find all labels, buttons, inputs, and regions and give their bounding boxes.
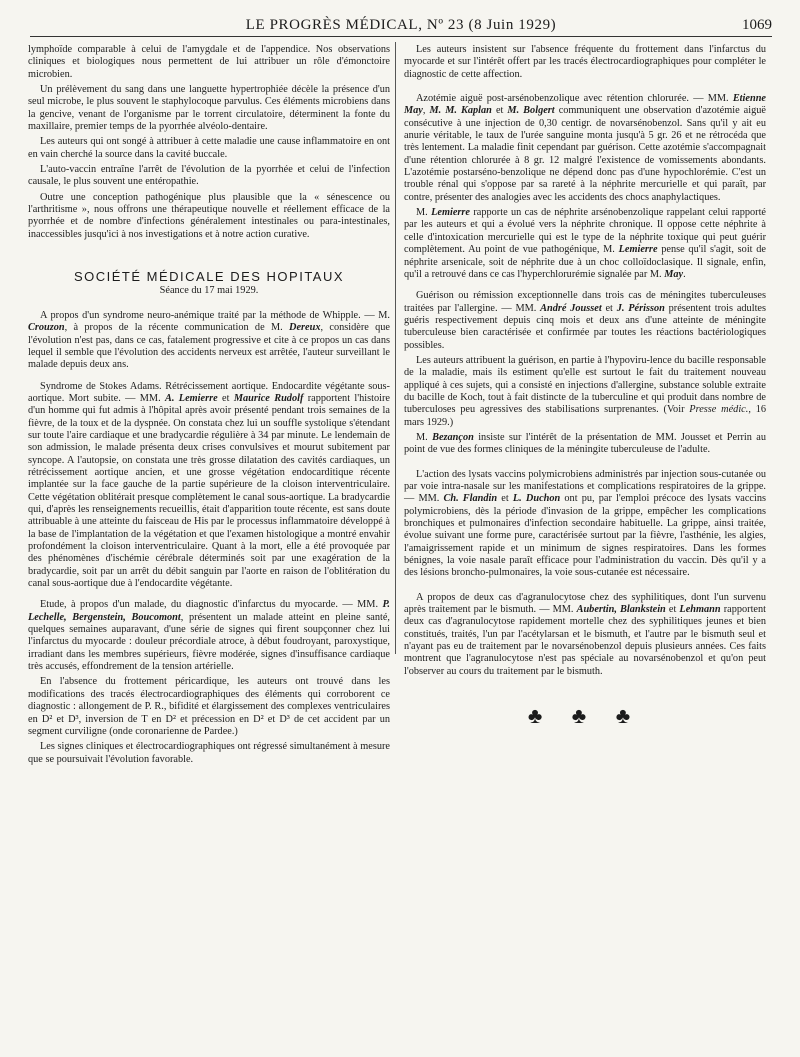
communication-infarctus: Etude, à propos d'un malade, du diagnostic d'infarctus du myocarde. — MM. P. Lechelle, Bergenstein, Boucomont, présentent un malade atteint en pleine santé, quelques semaines auparavant, d'une série de signes qui firent soupçonner chez lui l'infarctus du myocarde : douleur précordiale atroce, à début foudroyant, paroxystique, irradiant dans les membres supérieurs, fièvre modérée, signes d'insuffisance cardiaque très accusés, effondrement de la tension artérielle. [28,599,391,673]
paragraph: Un prélèvement du sang dans une languette hypertrophiée décèle la présence d'un seul microbe, le plus souvent le staphylocoque parvulus. Ces éléments microbiens dans la gencive, venant de l'organisme par le torrent circulatoire, déterminent la fonte du maxillaire, premier temps de la pyorrhée alvéolo-dentaire. [28,84,390,133]
paragraph: Les signes cliniques et électrocardiographiques ont régressé simultanément à mesure que se poursuivait l'évolution favorable. [28,741,390,765]
paragraph: M. Lemierre rapporte un cas de néphrite arsénobenzolique rappelant celui rapporté par les auteurs et qui a évolué vers la néphrite chronique. Il oppose cette néphrite à celle d'intoxication mercurielle qui est le type de la néphrite toxique qui peut guérir complètement. Au point de vue pathogénique, M. Lemierre pense qu'il s'agit, soit de néphrite arsenicale, soit de néphrite due à un choc colloïdoclasique. Il signale, enfin, qu'il a retrouvé dans ce cas l'hyperchlorurémie signalée par M. May. [404,207,767,280]
author-name: Lemierre [618,244,658,256]
section-date: Séance du 17 mai 1929. [159,284,259,296]
author-name: P. Lechelle, Bergenstein, Boucomont [28,599,391,623]
author-name: Maurice Rudolf [233,392,304,404]
author-name: André Jousset [540,302,602,314]
author-name: Crouzon [28,322,65,334]
communication-title: Guérison ou rémission exceptionnelle dans trois cas de méningites tuberculeuses traitées par l'allergine. [404,290,766,314]
column-divider [395,42,396,654]
author-name: Ch. Flandin [443,493,498,505]
paragraph: L'auto-vaccin entraîne l'arrêt de l'évolution de la pyorrhée et celui de l'infection causale, le plus souvent une entéropathie. [28,164,390,188]
communication-agranulocytose: A propos de deux cas d'agranulocytose chez des syphilitiques, dont l'un survenu après traitement par le bismuth. — MM. Aubertin, Blankstein et Lehmann rapportent deux cas d'agranulocytose rapidement mortelle chez des syphilitiques jeunes et bien constitués, traités, l'un par l'acétylarsan et le bismuth, et l'autre par le bismuth seul et n'ayant pas eu de traitement par le novarsénobenzol depuis plusieurs années. Ces faits montrent que l'agranulocytose n'est pas spéciale au novarsénobenzol et qu'on peut l'observer au cours du traitement par le bismuth. [404,591,767,677]
author-name: A. Lemierre [165,392,218,404]
author-name: Etienne May [404,93,766,117]
author-name: M. M. Kaplan [429,105,492,117]
communication-title: Etude, à propos d'un malade, du diagnostic d'infarctus du myocarde. [40,599,338,611]
paragraph: lymphoïde comparable à celui de l'amygdale et de l'appendice. Nos observations cliniques et biologiques nous permettent de lui attribuer un rôle d'émonctoire microbien. [28,44,390,80]
communication-meningite: Guérison ou rémission exceptionnelle dans trois cas de méningites tuberculeuses traitées par l'allergine. — MM. André Jousset et J. Périsson présentent trois adultes guéris respectivement depuis cinq mois et deux ans d'une atteinte de méningite tuberculeuse bien caractérisée et confirmée par toutes les réactions bactériologiques possibles. [404,290,767,351]
communication-whipple: A propos d'un syndrome neuro-anémique traité par la méthode de Whipple. — M. Crouzon, à propos de la récente communication de M. Dereux, considère que l'évolution n'est pas, dans ce cas, fatalement progressive et cite à ce propos un cas dans lequel il semble que l'évolution des accidents nerveux est arrêtée, l'auteur surveillant le malade depuis deux ans. [28,309,391,371]
running-title: LE PROGRÈS MÉDICAL, Nº 23 (8 Juin 1929) [245,17,557,33]
paragraph: Les auteurs attribuent la guérison, en partie à l'hypoviru-lence du bacille responsable de la maladie, mais ils estiment qu'elle est surtout le fait du traitement nouveau appliqué à ces sujets, qui a consisté en injections d'allergine, substance soluble extraite du bacille de Koch, tout à fait distincte de la tuberculine et qui produit dans nombre de tuberculoses peu agressives des stabilisations surprenantes. (Voir Presse médic., 16 mars 1929.) [404,354,766,428]
author-name: Lehmann [679,604,721,616]
communication-title: A propos d'un syndrome neuro-anémique traité par la méthode de Whipple. [40,309,361,321]
communication-title: Syndrome de Stokes Adams. Rétrécissement aortique. Endocardite végétante sous-aortique. Mort subite. [28,380,390,404]
section-heading: SOCIÉTÉ MÉDICALE DES HOPITAUX [73,269,345,285]
communication-title: Azotémie aiguë post-arsénobenzolique avec rétention chlorurée. [416,93,689,105]
author-name: Bezançon [432,431,474,443]
paragraph: Les auteurs insistent sur l'absence fréquente du frottement dans l'infarctus du myocarde et sur l'intérêt offert par les tracés électrocardiographiques pour compléter le diagnostic de cette affection. [404,44,766,80]
communication-title: L'action des lysats vaccins polymicrobiens administrés par injection sous-cutanée ou par voie intra-nasale sur les manifestations et complications respiratoires de la grippe. [404,468,766,492]
author-name: L. Duchon [512,493,561,505]
communication-stokes-adams: Syndrome de Stokes Adams. Rétrécissement aortique. Endocardite végétante sous-aortique. Mort subite. — MM. A. Lemierre et Maurice Rudolf rapportent l'histoire d'un homme qui fut admis à l'hôpital après avoir présenté pendant trois semaines de la fièvre, de la toux et de la dyspnée. On constata chez lui un souffle systolique s'étendant sur toute l'aire cardiaque et une bradycardie régulière à 34 par minute. Le lendemain de son admission, le malade présenta deux crises convulsives et mourut subitement par syncope. A l'autopsie, on constata une très grosse dilatation des cavités cardiaques, un rétrécissement aortique ancien, et une grosse végétation endocarditique récente implantée sur la face gauche de la partie supérieure de la cloison interventriculaire. Cette végétation oblitérait presque complètement le canal sous-aortique. La bradycardie qui, d'après les renseignements recueillis, était d'apparition toute récente, est sans doute attribuable à une atteinte du faisceau de His par le processus inflammatoire développé à la base de l'implantation de la végétation et que l'examen histologique a montré envahir profondément la cloison interventriculaire. Quant à la mort, elle a été provoquée par des phénomènes d'ischémie cérébrale déterminés soit par une exagération de la bradycardie, soit par un arrêt du débit sanguin par l'aorte en raison de l'oblitération du canal sous-aortique due à l'endocardite végétante. [28,380,390,590]
communication-title: A propos de deux cas d'agranulocytose chez des syphilitiques, dont l'un survenu après traitement par le bismuth. [404,591,766,616]
paragraph: M. Bezançon insiste sur l'intérêt de la présentation de MM. Jousset et Perrin au point de vue des formes cliniques de la méningite tuberculeuse de l'adulte. [404,431,766,456]
author-name: Aubertin, Blankstein [576,604,666,616]
author-name: Dereux [289,322,321,334]
communication-lysats: L'action des lysats vaccins polymicrobiens administrés par injection sous-cutanée ou par voie intra-nasale sur les manifestations et complications respiratoires de la grippe. — MM. Ch. Flandin et L. Duchon ont pu, par l'emploi précoce des lysats vaccins polymicrobiens, dès la période d'invasion de la grippe, empêcher les complications bronchiques et pulmonaires d'infection secondaire habituelle. La grippe, ainsi traitée, évolue suivant une forme pure, caractérisée surtout par la fièvre, l'asthénie, les algies, l'amaigrissement rapide et un minimum de signes respiratoires. Dans les formes bénignes, la voie nasale paraît efficace pour l'administration du vaccin. Dès qu'il y a des lésions broncho-pulmonaires, la voie sous-cutanée est nécessaire. [404,468,766,579]
paragraph: Les auteurs qui ont songé à attribuer à cette maladie une cause inflammatoire en ont en vain cherché la source dans la cavité buccale. [28,136,390,160]
page-header [30,14,772,37]
communication-azotemie: Azotémie aiguë post-arsénobenzolique avec rétention chlorurée. — MM. Etienne May, M. M. Kaplan et M. Bolgert communiquent une observation d'azotémie aiguë consécutive à une injection de 0,30 centigr. de novarsénobenzol. Sans qu'il y ait eu anurie véritable, le taux de l'urée sanguine monta jusqu'à 5 gr. 26 et ne rétrocéda que très lentement. La maladie finit cependant par guérison. Cette azotémie s'accompagnait d'une rétention chlorurée à 8 gr. 12 malgré l'existence de vomissements abondants. L'azotémie postarséno-benzolique ne dépend donc pas d'une hypochlorémie. C'est un trouble rénal qui s'oppose par sa rareté à la néphrite mercurielle et qui paraît, par contre, présenter des analogies avec les accidents des chocs anaphylactiques. [404,93,766,203]
journal-reference: Presse médic. [689,404,749,416]
author-name: M. Bolgert [507,105,555,117]
paragraph: Outre une conception pathogénique plus plausible que la « sénescence ou l'arthritisme », nous offrons une thérapeutique nouvelle et réellement efficace de la pyorrhée et de nombre d'infections généralement intestinales ou para-intestinales, inaccessibles jusqu'ici à nos investigations et à notre action curative. [28,191,390,240]
left-column [28,44,390,769]
club-ornament-icon: ♣ ♣ ♣ [527,703,643,729]
right-column [404,44,767,729]
page-number: 1069 [742,17,772,33]
author-name: Lemierre [431,207,470,219]
paragraph: En l'absence du frottement péricardique, les auteurs ont trouvé dans les modifications des tracés électrocardiographiques des éléments qui corroborent ce diagnostic : allongement de P. R., bifidité et élargissement des complexes ventriculaires en D² et D³, inversion de T en D² et précession en D² et D³ de cet accident par un segment curviligne (onde coronarienne de Pardee.) [28,676,390,737]
author-name: J. Périsson [616,302,665,314]
author-name: May [664,268,684,280]
